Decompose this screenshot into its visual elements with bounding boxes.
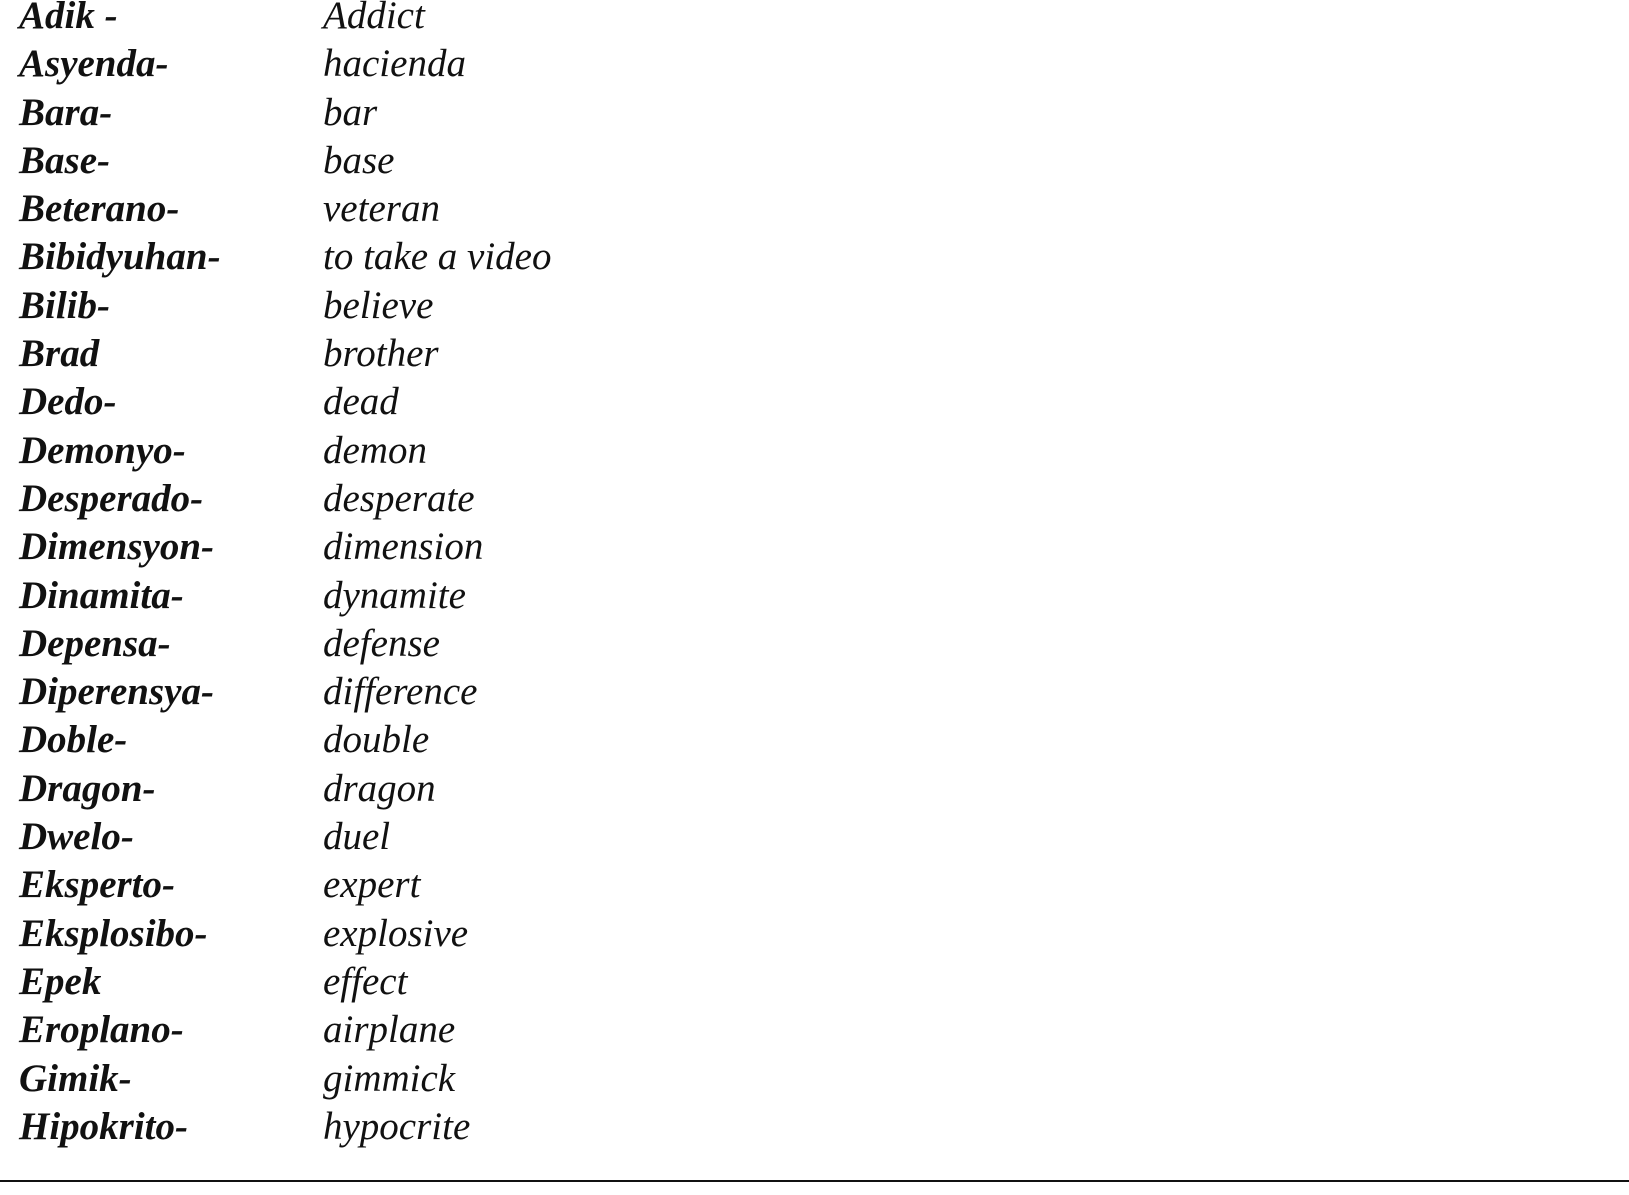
glossary-entry <box>0 620 1629 668</box>
glossary-meaning: dragon <box>323 766 436 810</box>
glossary-term: Bara- <box>19 90 113 134</box>
glossary-term: Hipokrito- <box>19 1104 189 1148</box>
glossary-entry <box>0 475 1629 523</box>
glossary-term: Bilib- <box>19 283 111 327</box>
glossary-term: Brad <box>19 332 100 376</box>
glossary-entry <box>0 716 1629 764</box>
glossary-term: Depensa- <box>19 621 171 665</box>
glossary-term: Dwelo- <box>19 815 134 859</box>
glossary-entry <box>0 330 1629 378</box>
glossary-term: Eroplano- <box>19 1008 184 1052</box>
glossary-entry <box>0 378 1629 426</box>
glossary-entry <box>0 282 1629 330</box>
glossary-entry <box>0 89 1629 137</box>
glossary-term: Eksperto- <box>19 863 175 907</box>
glossary-term: Adik - <box>19 0 118 37</box>
glossary-entry <box>0 958 1629 1006</box>
glossary-meaning: explosive <box>323 911 469 955</box>
glossary-meaning: difference <box>323 670 478 714</box>
glossary-term: Eksplosibo- <box>19 911 208 955</box>
glossary-meaning: duel <box>323 815 391 859</box>
glossary-entry <box>0 427 1629 475</box>
glossary-entry <box>0 813 1629 861</box>
glossary-meaning: believe <box>323 283 434 327</box>
glossary-term: Dedo- <box>19 380 117 424</box>
glossary-meaning: base <box>323 138 395 182</box>
glossary-meaning: to take a video <box>323 235 552 279</box>
glossary-entry <box>0 1006 1629 1054</box>
glossary-entry <box>0 137 1629 185</box>
horizontal-divider <box>0 1180 1629 1182</box>
glossary-entry <box>0 1055 1629 1103</box>
glossary-meaning: dynamite <box>323 573 466 617</box>
glossary-meaning: hacienda <box>323 42 466 86</box>
glossary-meaning: double <box>323 718 430 762</box>
glossary-term: Base- <box>19 138 110 182</box>
glossary-meaning: effect <box>323 959 408 1003</box>
glossary-term: Asyenda- <box>19 42 169 86</box>
glossary-meaning: demon <box>323 428 427 472</box>
glossary-term: Demonyo- <box>19 428 186 472</box>
glossary-entry <box>0 668 1629 716</box>
glossary-entry <box>0 861 1629 909</box>
glossary-meaning: Addict <box>323 0 425 37</box>
glossary-term: Dinamita- <box>19 573 184 617</box>
glossary-meaning: defense <box>323 621 440 665</box>
glossary-meaning: gimmick <box>323 1056 456 1100</box>
glossary-term: Desperado- <box>19 476 204 520</box>
glossary-entry <box>0 523 1629 571</box>
glossary-entry <box>0 0 1629 40</box>
glossary-meaning: veteran <box>323 187 440 231</box>
glossary-meaning: bar <box>323 90 378 134</box>
glossary-term: Gimik- <box>19 1056 132 1100</box>
glossary-term: Dragon- <box>19 766 156 810</box>
glossary-meaning: expert <box>323 863 421 907</box>
glossary-meaning: airplane <box>323 1008 456 1052</box>
glossary-meaning: dead <box>323 380 399 424</box>
glossary-entry <box>0 765 1629 813</box>
glossary-term: Dimensyon- <box>19 525 214 569</box>
glossary-meaning: brother <box>323 332 439 376</box>
glossary-meaning: desperate <box>323 476 475 520</box>
glossary-term: Doble- <box>19 718 128 762</box>
glossary-entry <box>0 233 1629 281</box>
glossary-entry <box>0 910 1629 958</box>
glossary-term: Beterano- <box>19 187 180 231</box>
glossary-entry <box>0 185 1629 233</box>
glossary-entry <box>0 572 1629 620</box>
glossary-entry <box>0 1103 1629 1151</box>
glossary-term: Bibidyuhan- <box>19 235 221 279</box>
glossary-term: Epek <box>19 959 102 1003</box>
glossary-meaning: hypocrite <box>323 1104 471 1148</box>
glossary-entry <box>0 40 1629 88</box>
glossary-term: Diperensya- <box>19 670 214 714</box>
glossary-meaning: dimension <box>323 525 484 569</box>
